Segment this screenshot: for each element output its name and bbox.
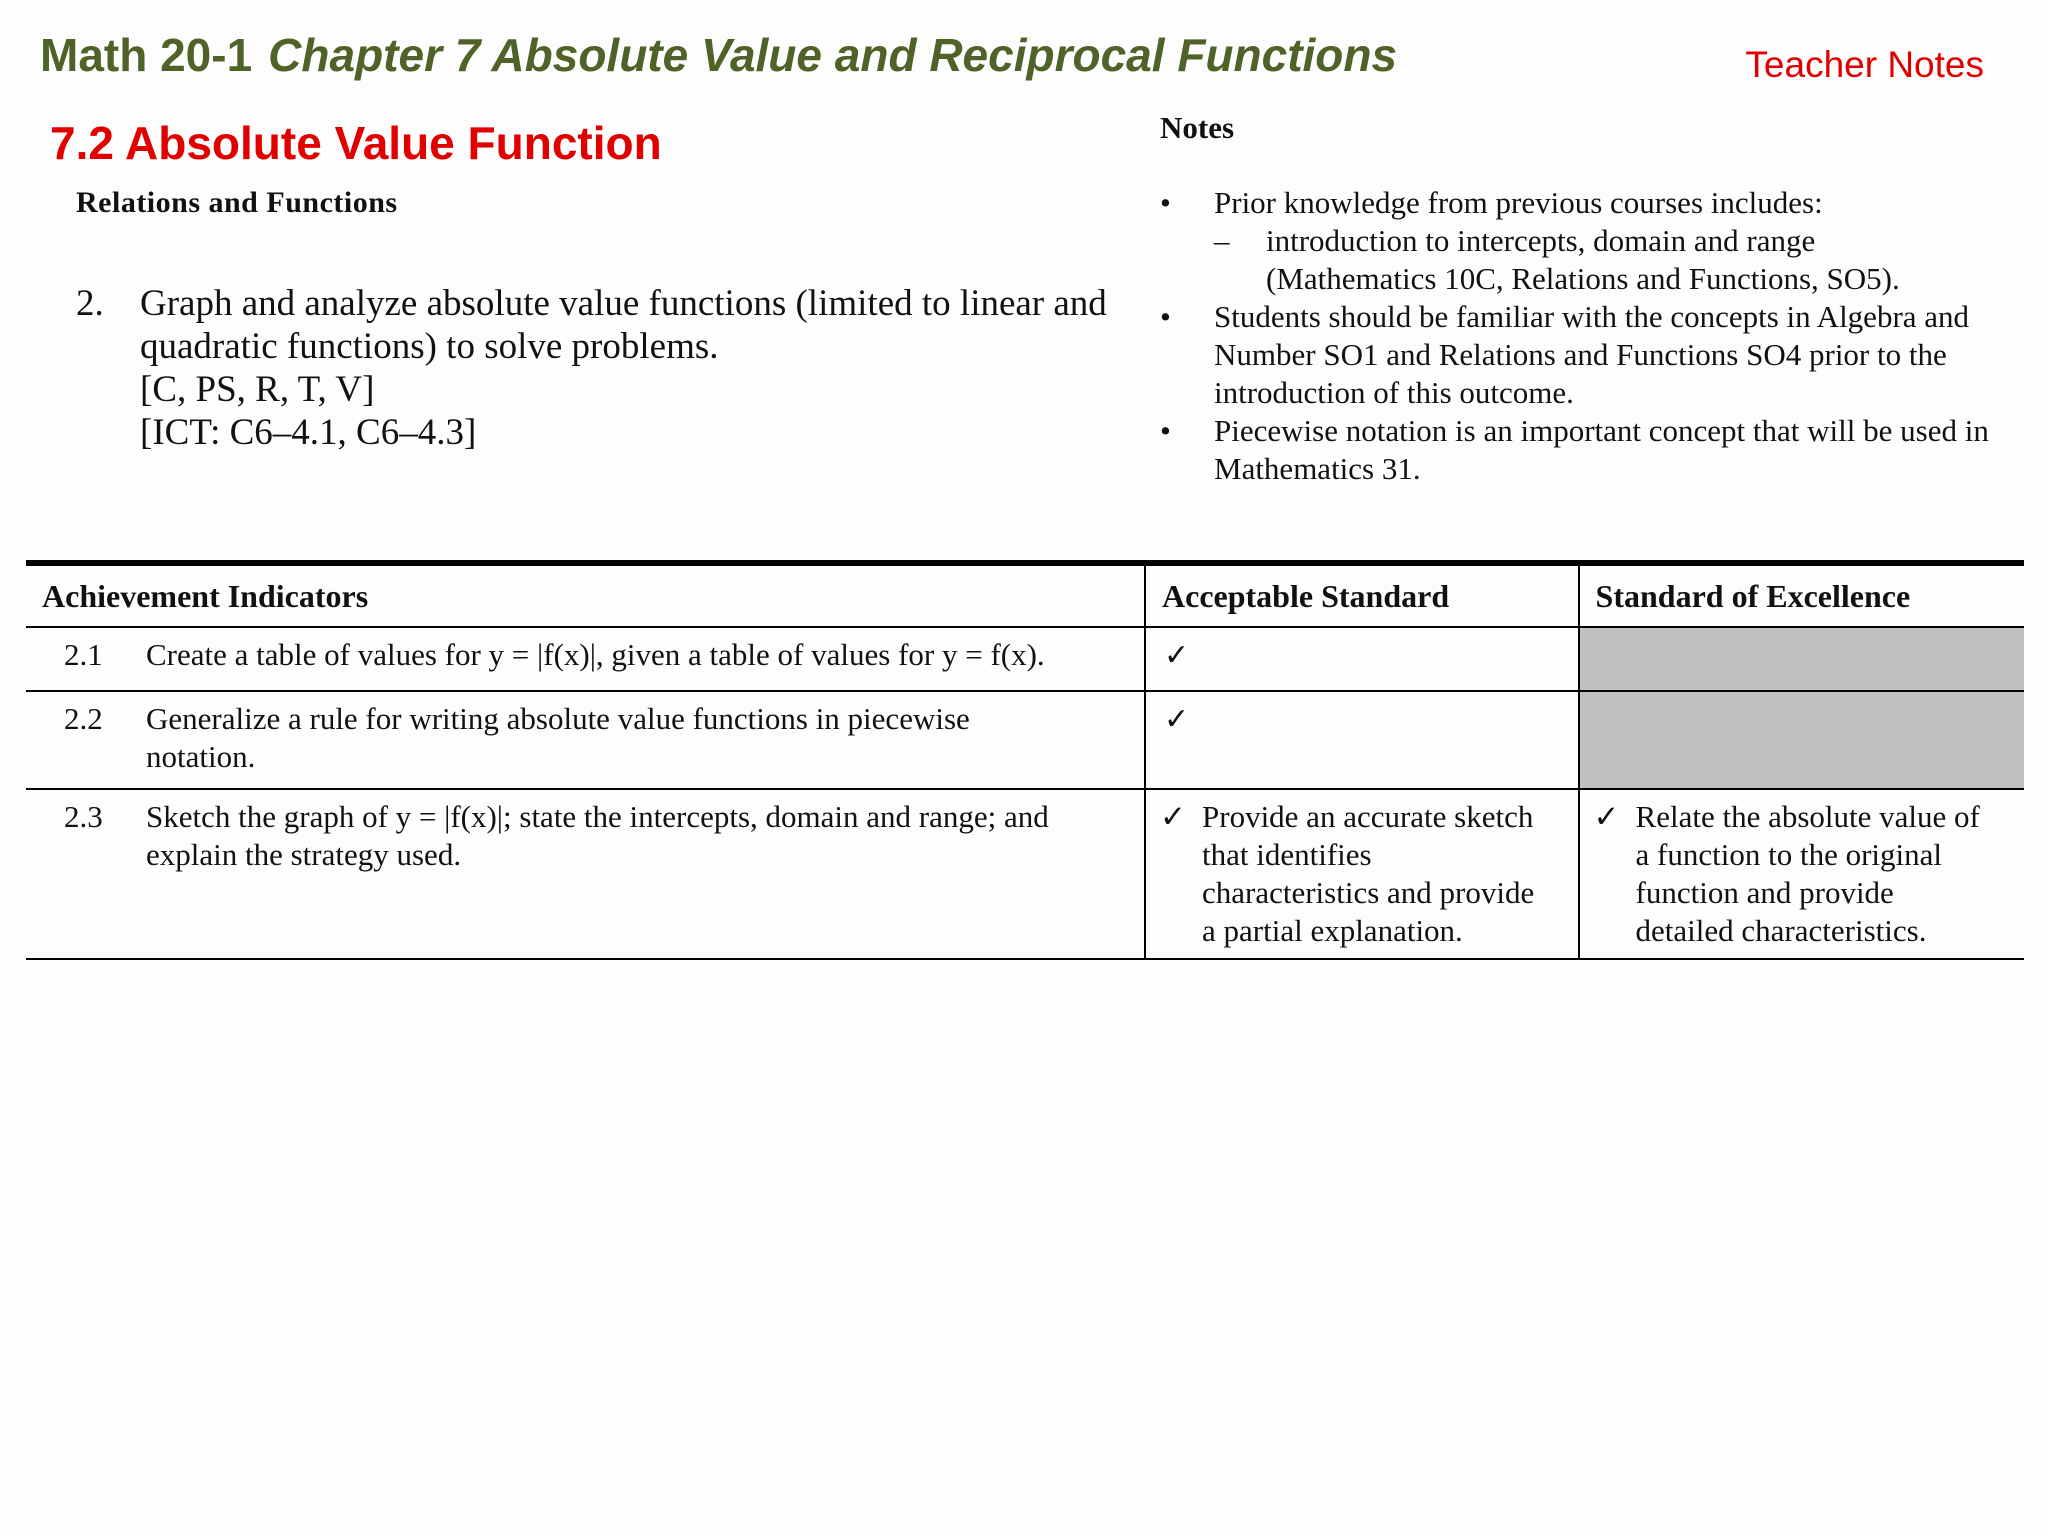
indicator-text [146,636,1045,674]
excellence-cell [1579,789,2024,959]
column-header-standard-of-excellence: Standard of Excellence [1579,563,2024,627]
acceptable-line: that identifies [1202,837,1372,872]
bullet-icon: • [1160,185,1171,220]
note-sub-line: (Mathematics 10C, Relations and Functions, SO5). [1266,261,1900,296]
indicator-number: 2.3 [64,799,103,834]
excellence-line: detailed characteristics. [1635,913,1927,948]
indicator-line: Sketch the graph of y = |f(x)|; state the intercepts, domain and range; and [146,799,1049,834]
note-sub-text [1266,222,1900,298]
dash-icon: – [1214,223,1230,258]
checkmark-icon: ✓ [1164,639,1190,672]
acceptable-line: Provide an accurate sketch [1202,799,1534,834]
excellence-standard [1594,798,2010,950]
excellence-cell-shaded [1579,691,2024,789]
indicator-text [146,700,970,776]
outcome-line: [ICT: C6–4.1, C6–4.3] [140,412,477,453]
outcome-block [76,282,1116,454]
excellence-line: function and provide [1635,875,1894,910]
acceptable-cell [1145,627,1579,691]
notes-heading: Notes [1160,110,1235,145]
outcome-line: Graph and analyze absolute value functions (limited to linear and [140,283,1107,324]
excellence-line: a function to the original [1635,837,1943,872]
course-title [40,28,1397,82]
acceptable-line: characteristics and provide [1202,875,1535,910]
acceptable-cell [1145,691,1579,789]
notes-list [1160,184,2030,488]
note-item [1160,412,2030,488]
note-line: introduction of this outcome. [1214,375,1574,410]
acceptable-line: a partial explanation. [1202,913,1463,948]
note-line: Mathematics 31. [1214,451,1421,486]
table-header-row [26,563,2024,627]
outcome-number: 2. [76,283,104,324]
acceptable-text [1202,798,1534,950]
excellence-cell-shaded [1579,627,2024,691]
indicator-text [146,798,1049,874]
outcome-line: quadratic functions) to solve problems. [140,326,719,367]
note-sub-line: introduction to intercepts, domain and range [1266,223,1816,258]
note-sub-item [1214,222,1900,298]
checkmark-icon: ✓ [1164,703,1190,736]
bullet-icon: • [1160,299,1171,334]
indicator-number: 2.2 [64,701,103,736]
indicator-line: Generalize a rule for writing absolute value functions in piecewise [146,701,970,736]
note-body [1214,184,1900,298]
indicator-cell [26,627,1145,691]
section-title: 7.2 Absolute Value Function [50,117,662,169]
note-item [1160,184,2030,298]
table-row [26,789,2024,959]
note-line: Students should be familiar with the concepts in Algebra and [1214,299,1970,334]
indicator [64,798,1130,874]
acceptable-standard [1160,798,1564,950]
indicator [64,636,1130,674]
indicator-line: Create a table of values for y = |f(x)|, given a table of values for y = f(x). [146,637,1045,672]
outcome-text [140,282,1107,454]
note-text: Prior knowledge from previous courses includes: [1214,185,1823,220]
outcome-line: [C, PS, R, T, V] [140,369,375,410]
chapter-title: Chapter 7 Absolute Value and Reciprocal Functions [268,29,1398,81]
course-name: Math 20-1 [40,29,253,81]
table-row [26,627,2024,691]
column-header-achievement-indicators: Achievement Indicators [26,563,1145,627]
note-body [1214,298,1969,412]
checkmark-icon: ✓ [1593,799,1620,834]
note-body [1214,412,1989,488]
outcome-heading: Relations and Functions [76,186,398,219]
achievement-indicators-table [26,560,2024,960]
indicator-number: 2.1 [64,637,103,672]
indicator-cell [26,691,1145,789]
indicator-line: explain the strategy used. [146,837,462,872]
table-row [26,691,2024,789]
note-line: Number SO1 and Relations and Functions SO4 prior to the [1214,337,1947,372]
note-line: Piecewise notation is an important concept that will be used in [1214,413,1989,448]
bullet-icon: • [1160,413,1171,448]
note-item [1160,298,2030,412]
excellence-line: Relate the absolute value of [1635,799,1980,834]
column-header-acceptable-standard: Acceptable Standard [1145,563,1579,627]
indicator [64,700,1130,776]
excellence-text [1636,798,1980,950]
indicator-cell [26,789,1145,959]
checkmark-icon: ✓ [1160,799,1186,834]
acceptable-cell [1145,789,1579,959]
indicator-line: notation. [146,739,256,774]
teacher-notes-label: Teacher Notes [1745,44,1984,85]
